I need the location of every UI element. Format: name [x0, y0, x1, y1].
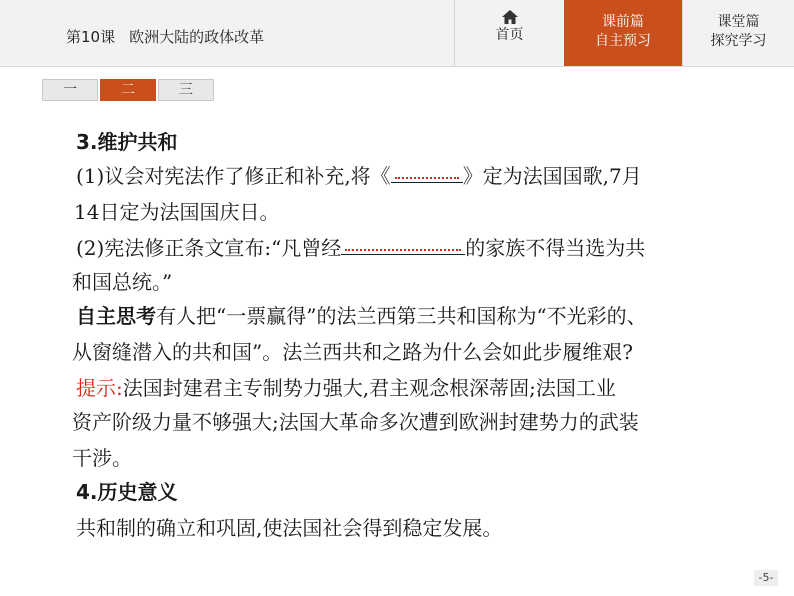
tab-2[interactable]: 二: [100, 79, 156, 101]
paragraph-3: 共和制的确立和巩固,使法国社会得到稳定发展。: [76, 516, 503, 540]
heading-3: 3.维护共和: [76, 130, 178, 154]
nav-in-class-button[interactable]: [682, 0, 794, 66]
p2-text-b: 的家族不得当选为共: [465, 236, 646, 260]
top-bar: [0, 0, 794, 67]
paragraph-2-line-2: 和国总统。”: [72, 270, 173, 294]
think-line-1: [76, 300, 647, 329]
think-label: 自主思考: [76, 304, 156, 328]
fill-blank-anthem[interactable]: [391, 164, 463, 183]
lesson-number: 第10课: [66, 28, 116, 46]
p2-text-a: (2)宪法修正条文宣布:“凡曾经: [76, 236, 342, 260]
nav-pre-line1: 课前篇: [602, 14, 644, 30]
home-label: 首页: [495, 27, 524, 43]
hint-line-2: 资产阶级力量不够强大;法国大革命多次遭到欧洲封建势力的武装: [72, 410, 639, 434]
page-number: -5-: [754, 570, 778, 586]
nav-pre-line2: 自主预习: [595, 33, 651, 49]
home-icon: [502, 10, 518, 24]
think-text-1: 有人把“一票赢得”的法兰西第三共和国称为“不光彩的、: [156, 304, 647, 328]
hint-line-1: [76, 372, 616, 401]
nav-pre-class-button[interactable]: [564, 0, 682, 66]
nav-class-line1: 课堂篇: [717, 14, 760, 30]
nav-class-line2: 探究学习: [710, 33, 767, 49]
paragraph-2-line-1: [76, 232, 645, 261]
hint-text-1: 法国封建君主专制势力强大,君主观念根深蒂固;法国工业: [122, 376, 616, 400]
lesson-name: 欧洲大陆的政体改革: [129, 28, 265, 46]
paragraph-1-line-1: [76, 160, 642, 189]
fill-blank-dynasty[interactable]: [341, 236, 465, 255]
p1-text-b: 》定为法国国歌,7月: [462, 164, 642, 188]
tab-3[interactable]: 三: [158, 79, 214, 101]
paragraph-1-line-2: 14日定为法国国庆日。: [74, 200, 280, 224]
hint-label: 提示:: [76, 376, 123, 400]
tab-1[interactable]: 一: [42, 79, 98, 101]
p1-text-a: (1)议会对宪法作了修正和补充,将《: [76, 164, 391, 188]
think-line-2: 从窗缝潜入的共和国”。法兰西共和之路为什么会如此步履维艰?: [72, 340, 633, 364]
lesson-title: [66, 26, 264, 47]
heading-4: 4.历史意义: [76, 480, 178, 504]
hint-line-3: 干涉。: [72, 446, 132, 470]
home-button[interactable]: [454, 0, 564, 66]
